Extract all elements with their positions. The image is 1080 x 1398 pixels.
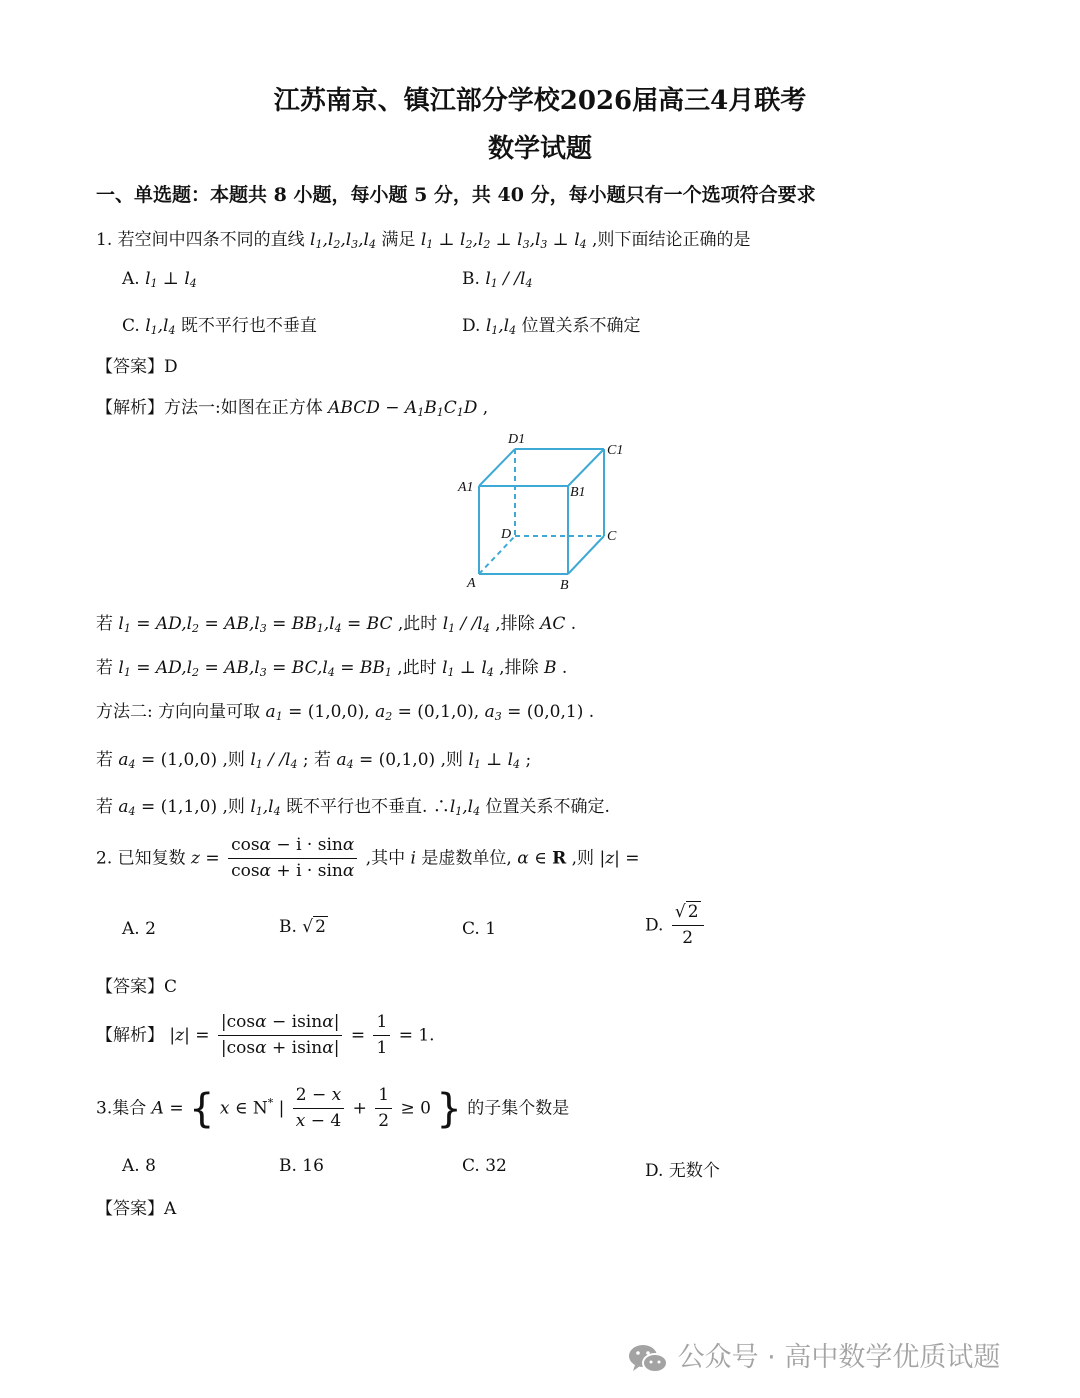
q2-answer: 【答案】C bbox=[96, 977, 178, 997]
q3-option-b: B. 16 bbox=[279, 1156, 324, 1176]
q3-stem: 3.集合 A = { x ∈ N* | $\frac{2 - x}{x - 4}$ + $\frac{1}{2}$ ≥ 0 } 的子集个数是 bbox=[96, 1085, 570, 1132]
q1-analysis-line1: 若 $l_1 = AD,l_2 = AB,l_3 = BB_1,l_4$ = BC ,此时 $l_1 / /l_4$ ,排除 AC . bbox=[96, 614, 577, 635]
cube-label-c1: C1 bbox=[607, 443, 624, 458]
q1-analysis-line2: 若 $l_1 = AD,l_2 = AB,l_3 = BC,l_4 = BB_1$ ,此时 $l_1$ ⊥ $l_4$ ,排除 B . bbox=[96, 658, 568, 679]
watermark-text: 公众号 · 高中数学优质试题 bbox=[677, 1342, 1001, 1373]
q1-option-d: D. $l_1,l_4$ 位置关系不确定 bbox=[462, 316, 641, 337]
q3-option-a: A. 8 bbox=[122, 1156, 156, 1176]
q1-analysis-line3: 方法二: 方向向量可取 $a_1 = (1,0,0)$, $a_2 = (0,1,0)$, $a_3 = (0,0,1)$ . bbox=[96, 702, 595, 723]
q1-option-b: B. $l_1 / /l_4$ bbox=[462, 269, 533, 290]
q3-option-d: D. 无数个 bbox=[645, 1161, 720, 1181]
cube-edges bbox=[479, 449, 604, 574]
wechat-icon bbox=[627, 1341, 669, 1377]
q1-option-c: C. $l_1,l_4$ 既不平行也不垂直 bbox=[122, 316, 317, 337]
q1-stem: 1. 若空间中四条不同的直线 $l_1,l_2,l_3,l_4$ 满足 $l_1$ ⊥ $l_2,l_2$ ⊥ $l_3,l_3$ ⊥ $l_4$ ,则下面结论正确的是 bbox=[96, 230, 751, 251]
q2-option-b: B. √ 2 bbox=[279, 917, 326, 937]
q1-analysis-line4: 若 $a_4 = (1,0,0)$ ,则 $l_1 / /l_4$ ; 若 $a_4 = (0,1,0)$ ,则 $l_1$ ⊥ $l_4$ ; bbox=[96, 750, 532, 771]
cube-label-a1: A1 bbox=[458, 480, 474, 495]
q3-option-c: C. 32 bbox=[462, 1156, 507, 1176]
cube-label-a: A bbox=[467, 576, 476, 591]
section-heading: 一、单选题：本题共 8 小题，每小题 5 分，共 40 分，每小题只有一个选项符合要求 bbox=[96, 184, 816, 206]
q2-option-c: C. 1 bbox=[462, 919, 497, 939]
cube-label-d1: D1 bbox=[508, 432, 526, 447]
q1-option-a: A. $l_1$ ⊥ $l_4$ bbox=[122, 269, 197, 290]
cube-figure bbox=[450, 425, 630, 595]
page-title: 江苏南京、镇江部分学校2026届高三4月联考 bbox=[273, 86, 807, 116]
cube-label-b: B bbox=[560, 578, 569, 593]
page-subtitle: 数学试题 bbox=[487, 134, 592, 164]
q2-option-a: A. 2 bbox=[122, 919, 156, 939]
q3-answer: 【答案】A bbox=[96, 1199, 177, 1219]
q1-answer: 【答案】D bbox=[96, 357, 178, 377]
cube-label-c: C bbox=[607, 529, 617, 544]
q2-analysis: 【解析】 |z| = $\frac{|\cos\alpha - isin\alpha|}{|\cos\alpha + isin\alpha|}$ = $\frac{1}{1}$ = 1. bbox=[96, 1012, 435, 1059]
q1-analysis: 【解析】方法一:如图在正方体 ABCD − $A_1B_1C_1D$ , bbox=[96, 398, 489, 419]
cube-label-d: D bbox=[501, 527, 512, 542]
q2-option-d: D. $\frac{√ 2}{2}$ bbox=[645, 902, 707, 950]
cube-label-b1: B1 bbox=[570, 485, 586, 500]
watermark bbox=[627, 1335, 1000, 1377]
q1-analysis-line5: 若 $a_4 = (1,1,0)$ ,则 $l_1,l_4$ 既不平行也不垂直. $\therefore l_1,l_4$ 位置关系不确定. bbox=[96, 797, 610, 818]
q2-stem: 2. 已知复数 z = $\frac{\cos\alpha - i \cdot \sin\alpha}{\cos\alpha + i \cdot \sin\alpha}$ ,其中 i 是虚数单位, α ∈ R ,则 |z| = bbox=[96, 835, 640, 882]
